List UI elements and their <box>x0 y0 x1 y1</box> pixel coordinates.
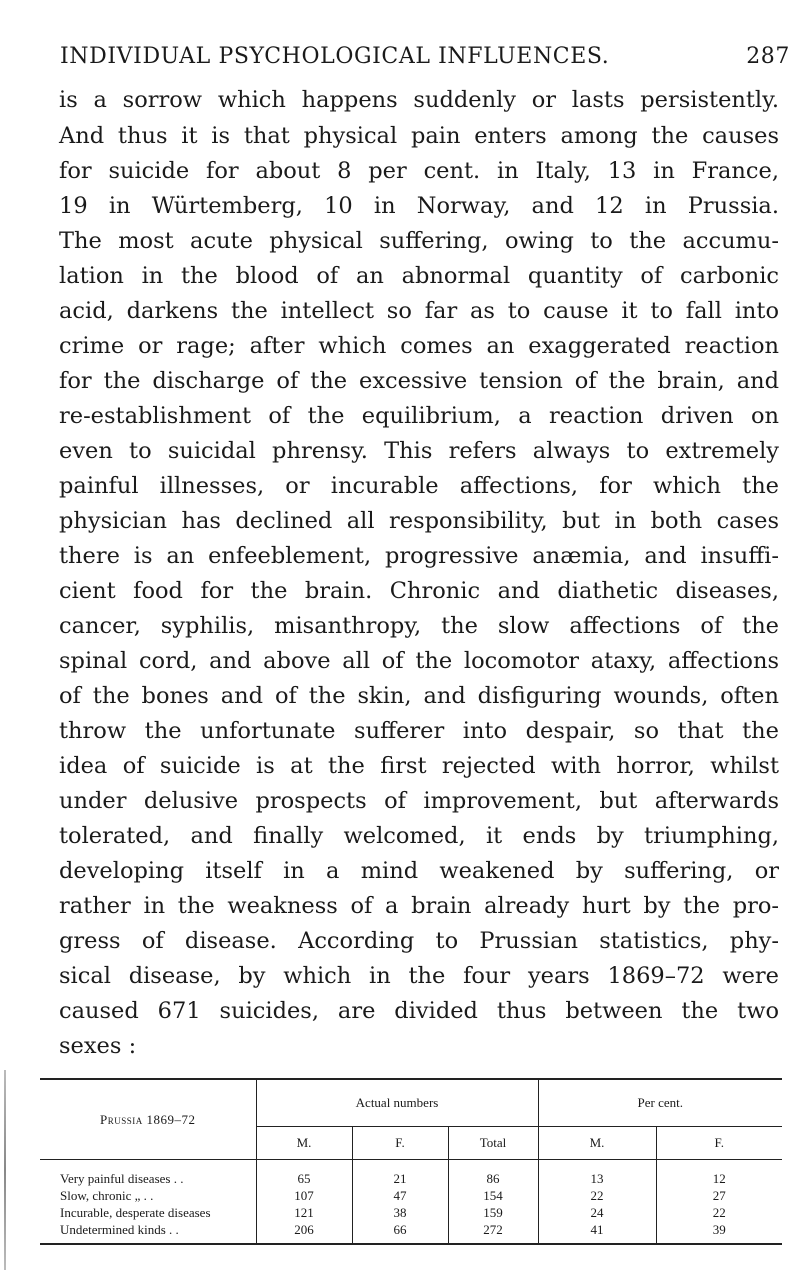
cell-male: 107 <box>256 1187 352 1204</box>
cell-percent-male: 41 <box>538 1221 656 1244</box>
text-line: for suicide for about 8 per cent. in Italy, 13 in France, <box>59 158 779 184</box>
text-line: developing itself in a mind weakened by suffering, or <box>59 858 779 884</box>
cell-percent-female: 12 <box>712 1171 726 1186</box>
text-line: under delusive prospects of improvement, but afterwards <box>59 788 779 814</box>
cell-total: 272 <box>448 1221 538 1244</box>
cell-percent-male: 24 <box>538 1204 656 1221</box>
text-line: throw the unfortunate sufferer into despair, so that the <box>59 718 779 744</box>
row-label: Slow, chronic „ . . <box>40 1187 256 1204</box>
text-line: idea of suicide is at the first rejected with horror, whilst <box>59 753 779 779</box>
text-line: of the bones and of the skin, and disfiguring wounds, often <box>59 683 779 709</box>
group-header-percent: Per cent. <box>538 1079 782 1127</box>
cell-female: 66 <box>352 1221 448 1244</box>
text-line: sical disease, by which in the four years 1869–72 were <box>59 963 779 989</box>
stub-header: Prussia 1869–72 <box>40 1079 256 1160</box>
table-row <box>40 1221 782 1244</box>
cell-total: 159 <box>448 1204 538 1221</box>
text-line: sexes : <box>59 1033 137 1059</box>
cell-percent-female: 27 <box>712 1188 726 1203</box>
page-edge-shadow <box>4 1070 6 1270</box>
cell-male: 65 <box>256 1160 352 1188</box>
cell-percent-male: 22 <box>538 1187 656 1204</box>
running-header <box>60 46 790 68</box>
cell-percent-female: 22 <box>712 1205 726 1220</box>
text-line: painful illnesses, or incurable affections, for which the <box>59 473 779 499</box>
cell-female: 21 <box>352 1160 448 1188</box>
text-line: physician has declined all responsibility, but in both cases <box>59 508 779 534</box>
row-label: Incurable, desperate diseases <box>40 1204 256 1221</box>
text-line: 19 in Würtemberg, 10 in Norway, and 12 in Prussia. <box>59 193 779 219</box>
statistics-table <box>40 1078 782 1245</box>
text-line: acid, darkens the intellect so far as to cause it to fall into <box>59 298 779 324</box>
text-line: caused 671 suicides, are divided thus between the two <box>59 998 779 1024</box>
col-header-male: M. <box>256 1127 352 1160</box>
row-label: Undetermined kinds . . <box>40 1221 256 1244</box>
cell-female: 38 <box>352 1204 448 1221</box>
running-title: INDIVIDUAL PSYCHOLOGICAL INFLUENCES. <box>60 44 610 69</box>
text-line: re-establishment of the equilibrium, a reaction driven on <box>59 403 779 429</box>
cell-percent-female: 39 <box>712 1222 726 1237</box>
text-line: spinal cord, and above all of the locomotor ataxy, affections <box>59 648 779 674</box>
col-header-percent-female: F. <box>656 1127 782 1160</box>
table-row <box>40 1204 782 1221</box>
page-number: 287 <box>746 44 790 69</box>
cell-total: 154 <box>448 1187 538 1204</box>
text-line: crime or rage; after which comes an exaggerated reaction <box>59 333 779 359</box>
text-line: rather in the weakness of a brain already hurt by the pro- <box>59 893 779 919</box>
cell-male: 121 <box>256 1204 352 1221</box>
col-header-female: F. <box>352 1127 448 1160</box>
text-line: tolerated, and finally welcomed, it ends by triumphing, <box>59 823 779 849</box>
text-line: The most acute physical suffering, owing to the accumu- <box>59 228 779 254</box>
cell-percent-male: 13 <box>538 1160 656 1188</box>
col-header-percent-male: M. <box>538 1127 656 1160</box>
col-header-total: Total <box>448 1127 538 1160</box>
table-row <box>40 1160 782 1188</box>
text-line: for the discharge of the excessive tension of the brain, and <box>59 368 779 394</box>
text-line: even to suicidal phrensy. This refers always to extremely <box>59 438 779 464</box>
text-line: And thus it is that physical pain enters among the causes <box>59 123 779 149</box>
text-line: lation in the blood of an abnormal quantity of carbonic <box>59 263 779 289</box>
text-line: cancer, syphilis, misanthropy, the slow affections of the <box>59 613 779 639</box>
group-header-actual: Actual numbers <box>256 1079 538 1127</box>
text-line: cient food for the brain. Chronic and diathetic diseases, <box>59 578 779 604</box>
cell-male: 206 <box>256 1221 352 1244</box>
cell-total: 86 <box>448 1160 538 1188</box>
text-line: there is an enfeeblement, progressive anæmia, and insuffi- <box>59 543 779 569</box>
text-line: is a sorrow which happens suddenly or lasts persistently. <box>59 87 779 113</box>
text-line: gress of disease. According to Prussian statistics, phy- <box>59 928 779 954</box>
cell-female: 47 <box>352 1187 448 1204</box>
table-row <box>40 1187 782 1204</box>
row-label: Very painful diseases . . <box>40 1160 256 1188</box>
